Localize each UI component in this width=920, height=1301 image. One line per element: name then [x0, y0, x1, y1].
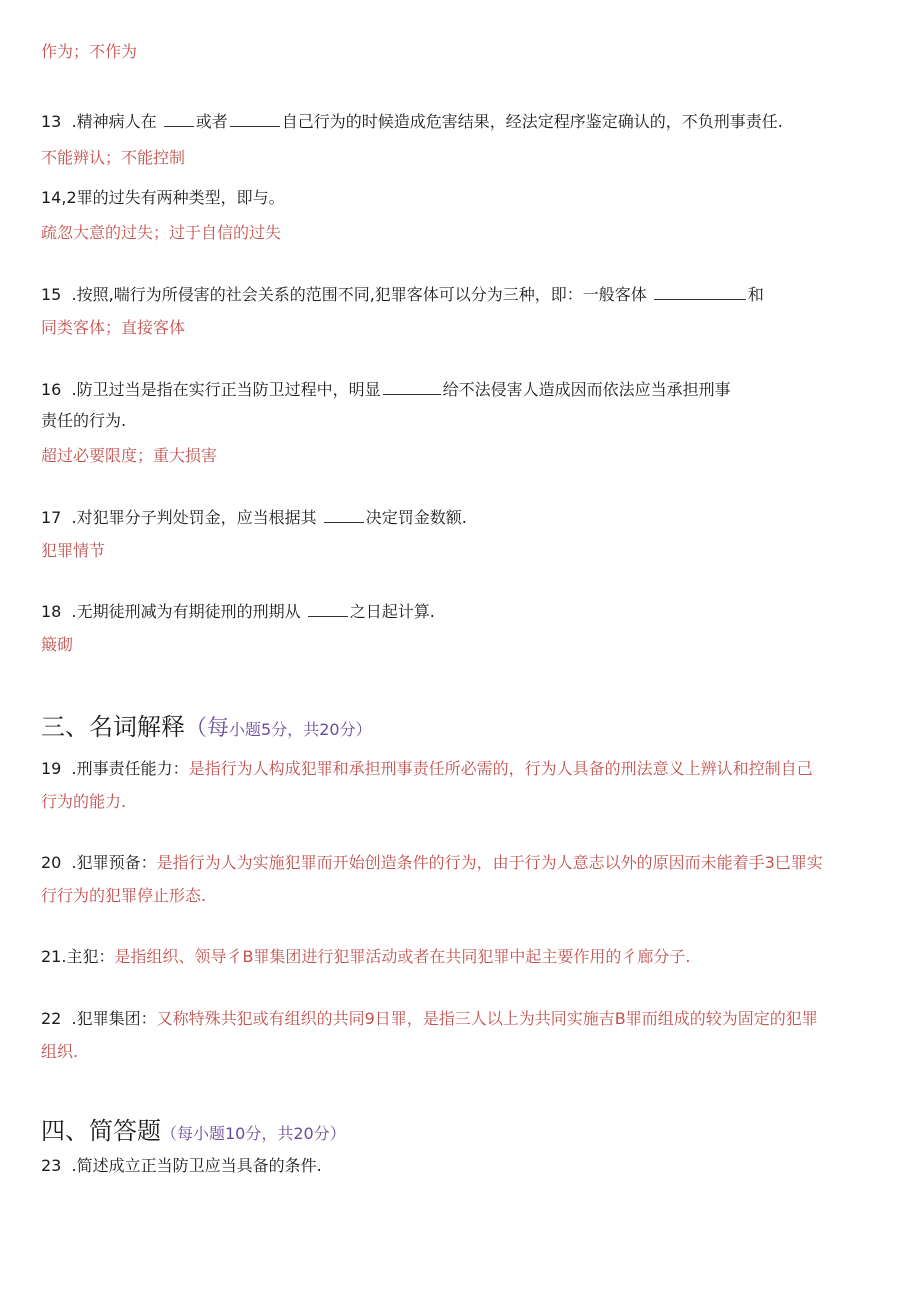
- question-number: 23: [41, 1156, 62, 1175]
- definition-19: [41, 758, 813, 780]
- question-23: [41, 1155, 322, 1177]
- blank: [308, 600, 348, 617]
- question-15: [41, 283, 764, 306]
- answer-15: 同类客体；直接客体: [41, 318, 186, 337]
- term: .犯罪集团：: [71, 1009, 157, 1028]
- section-4-heading: [41, 1116, 346, 1149]
- answer-13: 不能辨认；不能控制: [41, 148, 186, 167]
- question-number: 17: [41, 508, 62, 527]
- question-text: .精神病人在: [71, 112, 157, 131]
- question-16-line2: 责任的行为.: [41, 411, 127, 430]
- question-16: [41, 378, 731, 401]
- question-text: 给不法侵害人造成因而依法应当承担刑事: [442, 380, 731, 399]
- answer-18: 簸砌: [41, 635, 74, 654]
- blank: [654, 283, 746, 300]
- question-number: 19: [41, 759, 62, 778]
- answer-16: 超过必要限度；重大损害: [41, 446, 218, 465]
- blank: [324, 506, 364, 523]
- question-text: .按照,喘行为所侵害的社会关系的范围不同,犯罪客体可以分为三种，即：一般客体: [71, 285, 647, 304]
- question-text: 之日起计算.: [349, 602, 435, 621]
- section-note: 小题5分，共20分）: [229, 720, 372, 739]
- section-3-heading: [41, 712, 372, 745]
- question-number: 13: [41, 112, 62, 131]
- definition-text: 又称特殊共犯或有组织的共同9日罪，是指三人以上为共同实施吉B罪而组成的较为固定的犯罪: [156, 1009, 818, 1028]
- question-number: 20: [41, 853, 62, 872]
- blank: [164, 110, 194, 127]
- question-text: .无期徒刑减为有期徒刑的刑期从: [71, 602, 301, 621]
- blank: [383, 378, 441, 395]
- definition-22: [41, 1008, 818, 1030]
- term: .刑事责任能力：: [71, 759, 189, 778]
- question-18: [41, 600, 435, 623]
- question-text: 和: [747, 285, 764, 304]
- term: 21.主犯：: [41, 947, 115, 966]
- section-note-mei: 每: [207, 716, 230, 741]
- section-title: 四、简答题: [41, 1117, 161, 1145]
- question-number: 16: [41, 380, 62, 399]
- definition-text: 是指行为人构成犯罪和承担刑事责任所必需的，行为人具备的刑法意义上辨认和控制自己: [188, 759, 813, 778]
- question-13: [41, 110, 783, 133]
- section-note-paren: （: [185, 716, 208, 741]
- section-note: （每小题10分，共20分）: [161, 1124, 346, 1143]
- definition-22-line2: 组织.: [41, 1042, 79, 1061]
- question-text: .对犯罪分子判处罚金，应当根据其: [71, 508, 317, 527]
- question-text: 决定罚金数额.: [365, 508, 467, 527]
- definition-text: 是指行为人为实施犯罪而开始创造条件的行为，由于行为人意志以外的原因而未能着手3巳罪实: [156, 853, 823, 872]
- question-text: .简述成立正当防卫应当具备的条件.: [71, 1156, 322, 1175]
- definition-20-line2: 行行为的犯罪停止形态.: [41, 886, 207, 905]
- question-17: [41, 506, 467, 529]
- term: .犯罪预备：: [71, 853, 157, 872]
- question-text: .防卫过当是指在实行正当防卫过程中，明显: [71, 380, 381, 399]
- blank: [230, 110, 280, 127]
- answer-17: 犯罪情节: [41, 541, 106, 560]
- question-number: 15: [41, 285, 62, 304]
- question-14: 14,2罪的过失有两种类型，即与。: [41, 188, 285, 207]
- question-number: 22: [41, 1009, 62, 1028]
- section-title: 三、名词解释: [41, 713, 185, 741]
- question-text: 自己行为的时候造成危害结果，经法定程序鉴定确认的，不负刑事责任.: [281, 112, 783, 131]
- question-number: 18: [41, 602, 62, 621]
- answer-14: 疏忽大意的过失；过于自信的过失: [41, 223, 282, 242]
- definition-21: [41, 946, 691, 968]
- question-text: 或者: [195, 112, 228, 131]
- answer-12: 作为；不作为: [41, 42, 138, 61]
- definition-19-line2: 行为的能力.: [41, 792, 127, 811]
- definition-text: 是指组织、领导彳B罪集团进行犯罪活动或者在共同犯罪中起主要作用的彳廊分子.: [114, 947, 691, 966]
- definition-20: [41, 852, 823, 874]
